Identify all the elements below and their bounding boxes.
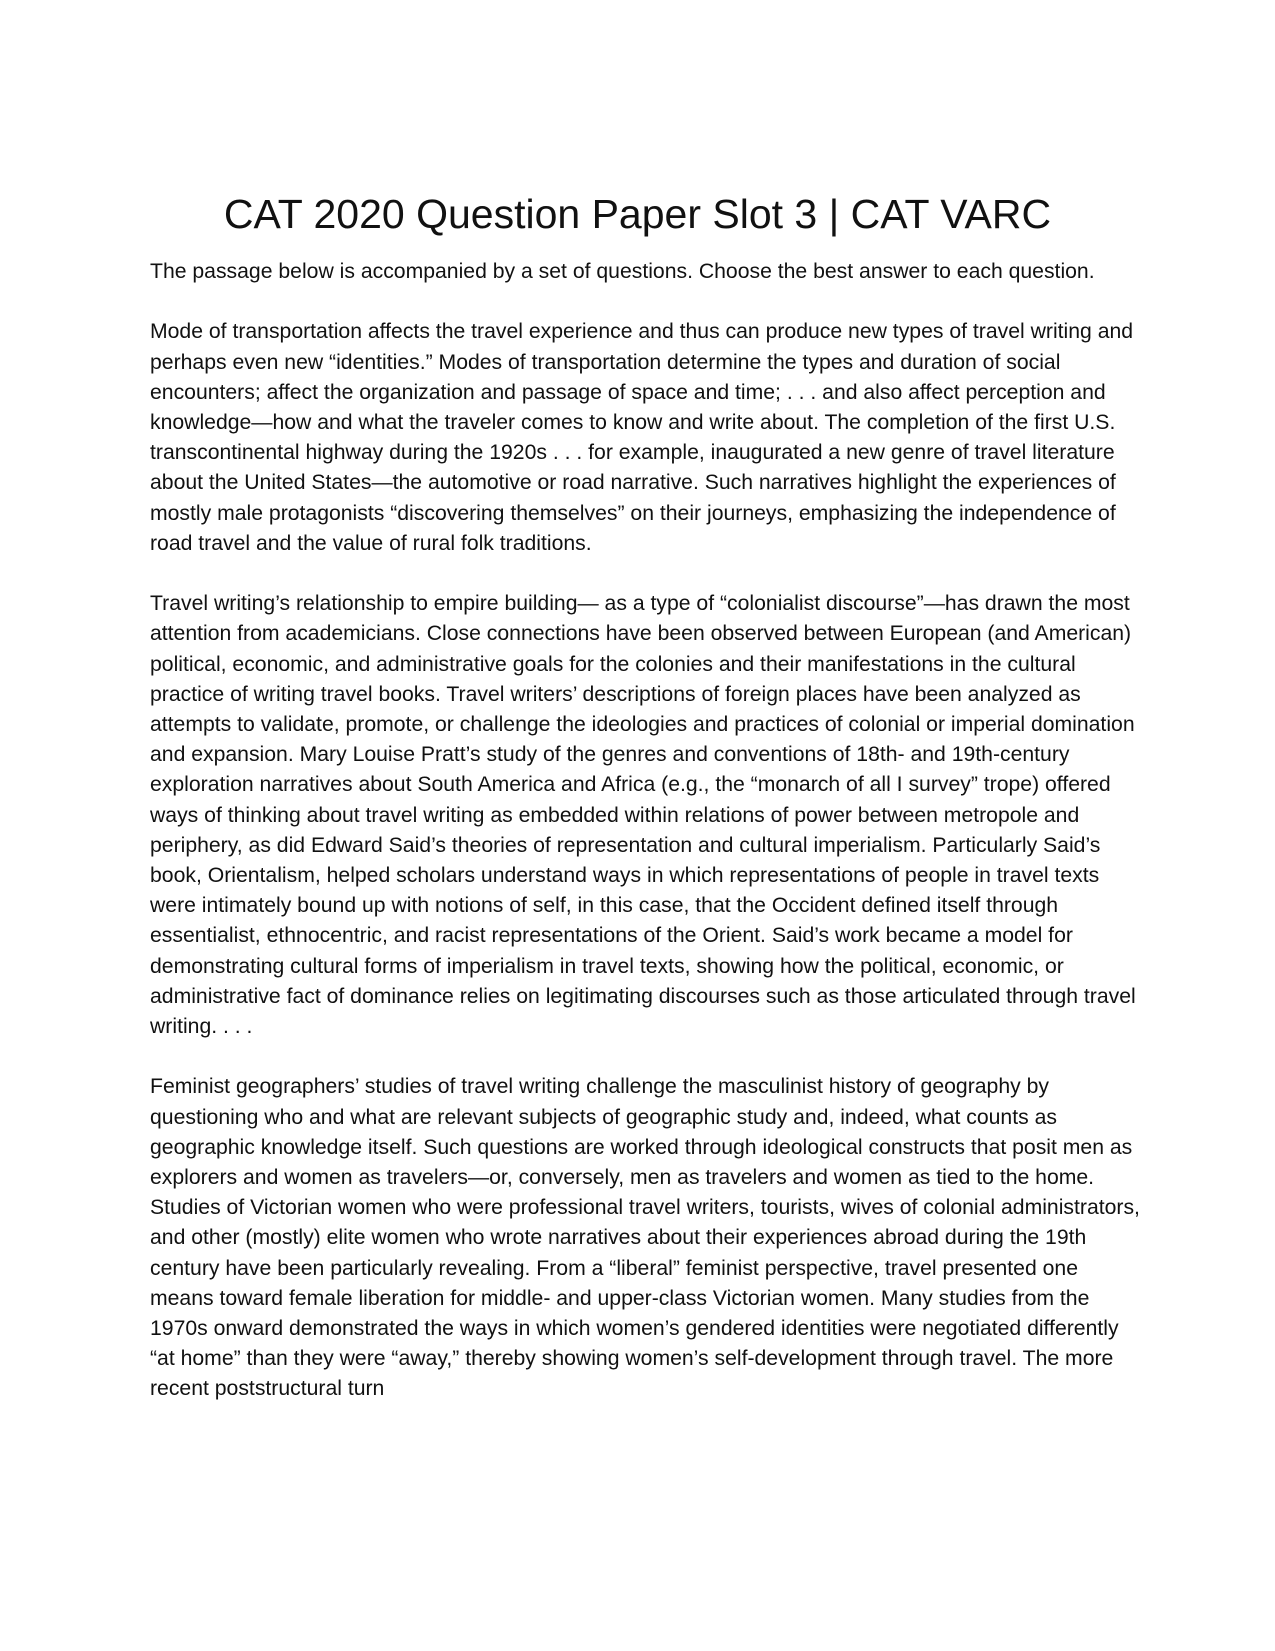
passage-paragraph-2: Travel writing’s relationship to empire building— as a type of “colonialist discourse”—has drawn the most attention from academicians. Close connections have been observed between European (and American) political, economic, and administrative goals for the colonies and their manifestations in the cultural practice of writing travel books. Travel writers’ descriptions of foreign places have been analyzed as attempts to validate, promote, or challenge the ideologies and practices of colonial or imperial domination and expansion. Mary Louise Pratt’s study of the genres and conventions of 18th- and 19th-century exploration narratives about South America and Africa (e.g., the “monarch of all I survey” trope) offered ways of thinking about travel writing as embedded within relations of power between metropole and periphery, as did Edward Said’s theories of representation and cultural imperialism. Particularly Said’s book, Orientalism, helped scholars understand ways in which representations of people in travel texts were intimately bound up with notions of self, in this case, that the Occident defined itself through essentialist, ethnocentric, and racist representations of the Orient. Said’s work became a model for demonstrating cultural forms of imperialism in travel texts, showing how the political, economic, or administrative fact of dominance relies on legitimating discourses such as those articulated through travel writing. . . . (150, 592, 1136, 1039)
document-body (150, 257, 1140, 1435)
instructions-text: The passage below is accompanied by a set of questions. Choose the best answer to each question. (150, 260, 1095, 283)
passage-paragraph-3: Feminist geographers’ studies of travel writing challenge the masculinist history of geography by questioning who and what are relevant subjects of geographic study and, indeed, what counts as geographic knowledge itself. Such questions are worked through ideological constructs that posit men as explorers and women as travelers—or, conversely, men as travelers and women as tied to the home. Studies of Victorian women who were professional travel writers, tourists, wives of colonial administrators, and other (mostly) elite women who wrote narratives about their experiences abroad during the 19th century have been particularly revealing. From a “liberal” feminist perspective, travel presented one means toward female liberation for middle- and upper-class Victorian women. Many studies from the 1970s onward demonstrated the ways in which women’s gendered identities were negotiated differently “at home” than they were “away,” thereby showing women’s self-development through travel. The more recent poststructural turn (150, 1075, 1140, 1401)
passage-paragraph-1: Mode of transportation affects the travel experience and thus can produce new types of travel writing and perhaps even new “identities.” Modes of transportation determine the types and duration of social encounters; affect the organization and passage of space and time; . . . and also affect perception and knowledge—how and what the traveler comes to know and write about. The completion of the first U.S. transcontinental highway during the 1920s . . . for example, inaugurated a new genre of travel literature about the United States—the automotive or road narrative. Such narratives highlight the experiences of mostly male protagonists “discovering themselves” on their journeys, emphasizing the independence of road travel and the value of rural folk traditions. (150, 320, 1134, 555)
page-title: CAT 2020 Question Paper Slot 3 | CAT VARC (223, 191, 1052, 237)
